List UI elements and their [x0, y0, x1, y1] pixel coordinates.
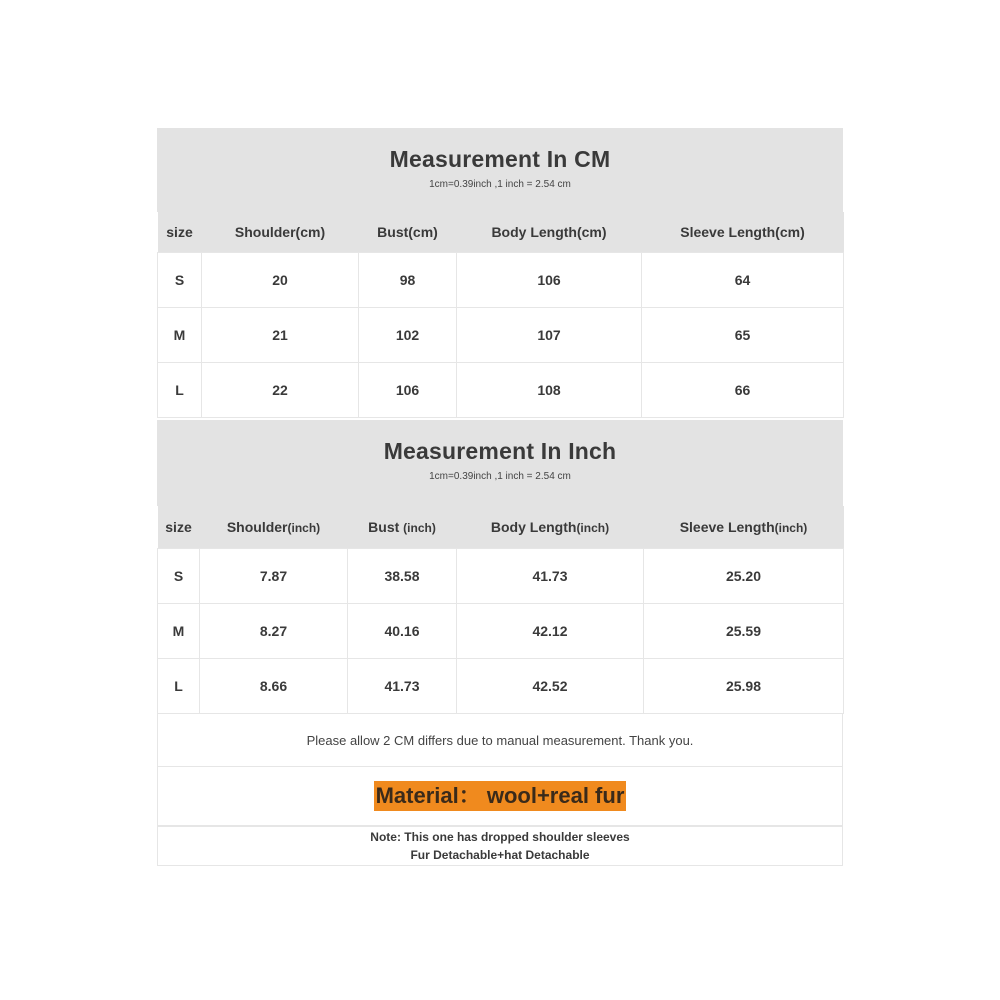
table-row	[158, 659, 844, 714]
table-row	[158, 604, 844, 659]
table-row	[158, 308, 844, 363]
body-length-cell: 42.52	[457, 659, 644, 714]
col-header-sleeve-length: Sleeve Length(cm)	[642, 212, 844, 252]
shoulder-cell: 21	[202, 308, 359, 363]
product-note	[157, 826, 843, 866]
col-header-sleeve-length: Sleeve Length(inch)	[644, 506, 844, 549]
body-length-cell: 42.12	[457, 604, 644, 659]
sleeve-length-cell: 64	[642, 253, 844, 308]
size-cell: L	[158, 363, 202, 418]
col-header-bust: Bust (inch)	[348, 506, 457, 549]
bust-cell: 102	[359, 308, 457, 363]
shoulder-cell: 22	[202, 363, 359, 418]
cm-section-header	[157, 128, 843, 212]
body-length-cell: 107	[457, 308, 642, 363]
bust-cell: 38.58	[348, 549, 457, 604]
col-header-body-length: Body Length(cm)	[457, 212, 642, 252]
sleeve-length-cell: 25.20	[644, 549, 844, 604]
size-cell: M	[158, 308, 202, 363]
shoulder-cell: 20	[202, 253, 359, 308]
col-header-body-length: Body Length(inch)	[457, 506, 644, 549]
table-row	[158, 549, 844, 604]
col-header-shoulder: Shoulder(inch)	[200, 506, 348, 549]
shoulder-cell: 8.66	[200, 659, 348, 714]
body-length-cell: 106	[457, 253, 642, 308]
size-cell: S	[158, 549, 200, 604]
detachable-note: Fur Detachable+hat Detachable	[410, 848, 590, 862]
bust-cell: 41.73	[348, 659, 457, 714]
inch-table-header-row	[158, 506, 844, 549]
table-row	[158, 363, 844, 418]
body-length-cell: 41.73	[457, 549, 644, 604]
shoulder-cell: 8.27	[200, 604, 348, 659]
col-header-bust: Bust(cm)	[359, 212, 457, 252]
size-cell: M	[158, 604, 200, 659]
bust-cell: 106	[359, 363, 457, 418]
size-cell: S	[158, 253, 202, 308]
size-cell: L	[158, 659, 200, 714]
size-chart	[157, 128, 843, 866]
col-header-shoulder: Shoulder(cm)	[202, 212, 359, 252]
cm-section-title: Measurement In CM	[389, 146, 611, 172]
cm-conversion-note: 1cm=0.39inch ,1 inch = 2.54 cm	[429, 179, 571, 190]
bust-cell: 40.16	[348, 604, 457, 659]
sleeve-length-cell: 25.98	[644, 659, 844, 714]
dropped-shoulder-note: Note: This one has dropped shoulder sleeves	[370, 830, 630, 844]
shoulder-cell: 7.87	[200, 549, 348, 604]
sleeve-length-cell: 65	[642, 308, 844, 363]
body-length-cell: 108	[457, 363, 642, 418]
material-row	[157, 767, 843, 826]
material-label: Material： wool+real fur	[374, 781, 627, 811]
sleeve-length-cell: 66	[642, 363, 844, 418]
col-header-size: size	[158, 212, 202, 252]
inch-section-title: Measurement In Inch	[383, 438, 617, 464]
inch-section-header	[157, 420, 843, 506]
inch-size-table	[157, 506, 844, 714]
bust-cell: 98	[359, 253, 457, 308]
inch-conversion-note: 1cm=0.39inch ,1 inch = 2.54 cm	[429, 471, 571, 482]
cm-table-header-row	[158, 212, 844, 252]
cm-size-table	[157, 212, 844, 418]
table-row	[158, 253, 844, 308]
sleeve-length-cell: 25.59	[644, 604, 844, 659]
measurement-allowance-note: Please allow 2 CM differs due to manual measurement. Thank you.	[157, 714, 843, 767]
col-header-size: size	[158, 506, 200, 549]
